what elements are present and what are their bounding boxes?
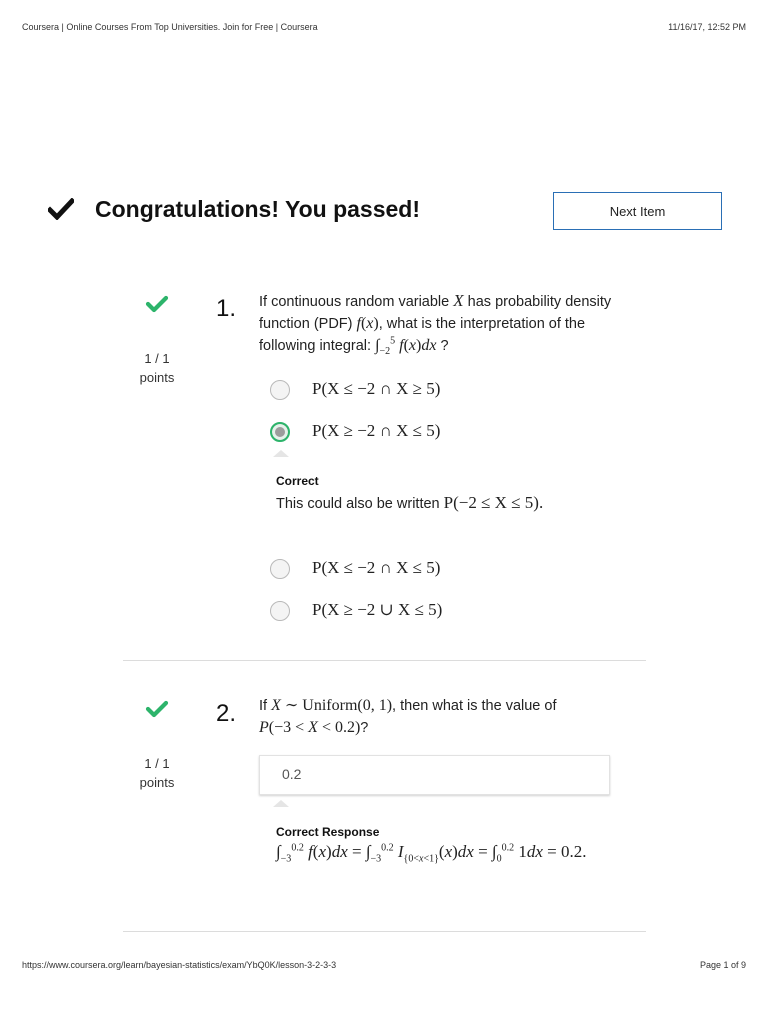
feedback-label: Correct Response <box>276 825 380 839</box>
option-radio[interactable] <box>270 380 290 400</box>
feedback-text: This could also be written P(−2 ≤ X ≤ 5). <box>276 493 544 512</box>
print-url: https://www.coursera.org/learn/bayesian-statistics/exam/YbQ0K/lesson-3-2-3-3 <box>22 960 337 970</box>
question-2-points: 1 / 1 points <box>139 756 175 790</box>
check-icon <box>48 198 74 225</box>
option-label: P(X ≤ −2 ∩ X ≤ 5) <box>312 558 441 577</box>
question-1-text: If continuous random variable X has probability density function (PDF) f(x), what is the interpretation of the following integral: $\int_{-2}^5$ f(x)dx ? <box>259 291 612 358</box>
option-radio[interactable] <box>270 559 290 579</box>
passed-title: Congratulations! You passed! <box>95 196 421 222</box>
option-label: P(X ≤ −2 ∩ X ≥ 5) <box>312 379 441 398</box>
print-page-title: Coursera | Online Courses From Top Universities. Join for Free | Coursera <box>22 22 318 32</box>
question-divider <box>123 660 646 661</box>
feedback-caret <box>273 450 289 457</box>
question-1-points: 1 / 1 points <box>139 351 175 385</box>
print-datetime: 11/16/17, 12:52 PM <box>668 22 746 32</box>
feedback-label: Correct <box>276 474 319 488</box>
answer-input[interactable]: 0.2 <box>259 755 610 795</box>
question-2-number: 2. <box>216 700 237 727</box>
option-label: P(X ≥ −2 ∩ X ≤ 5) <box>312 421 441 440</box>
question-1-number: 1. <box>216 295 237 322</box>
feedback-caret <box>273 800 289 807</box>
question-2-text: If X ∼ Uniform(0, 1), then what is the value of P(−3 < X < 0.2)? <box>259 697 557 736</box>
correct-check-icon <box>145 294 169 319</box>
option-label: P(X ≥ −2 ∪ X ≤ 5) <box>312 600 443 619</box>
correct-check-icon <box>145 699 169 724</box>
option-radio[interactable] <box>270 601 290 621</box>
next-item-button[interactable]: Next Item <box>553 192 722 230</box>
print-page-number: Page 1 of 9 <box>699 960 746 970</box>
question-divider <box>123 931 646 932</box>
option-radio-selected[interactable] <box>270 422 290 442</box>
feedback-formula: $\int_{-3}^{0.2}$ $f(x)dx = \int_{-3}^{0.2}$ $I_{\{0<x<1\}}(x)dx = \int_0^{0.2}$ 1dx = 0.2. <box>276 842 587 865</box>
